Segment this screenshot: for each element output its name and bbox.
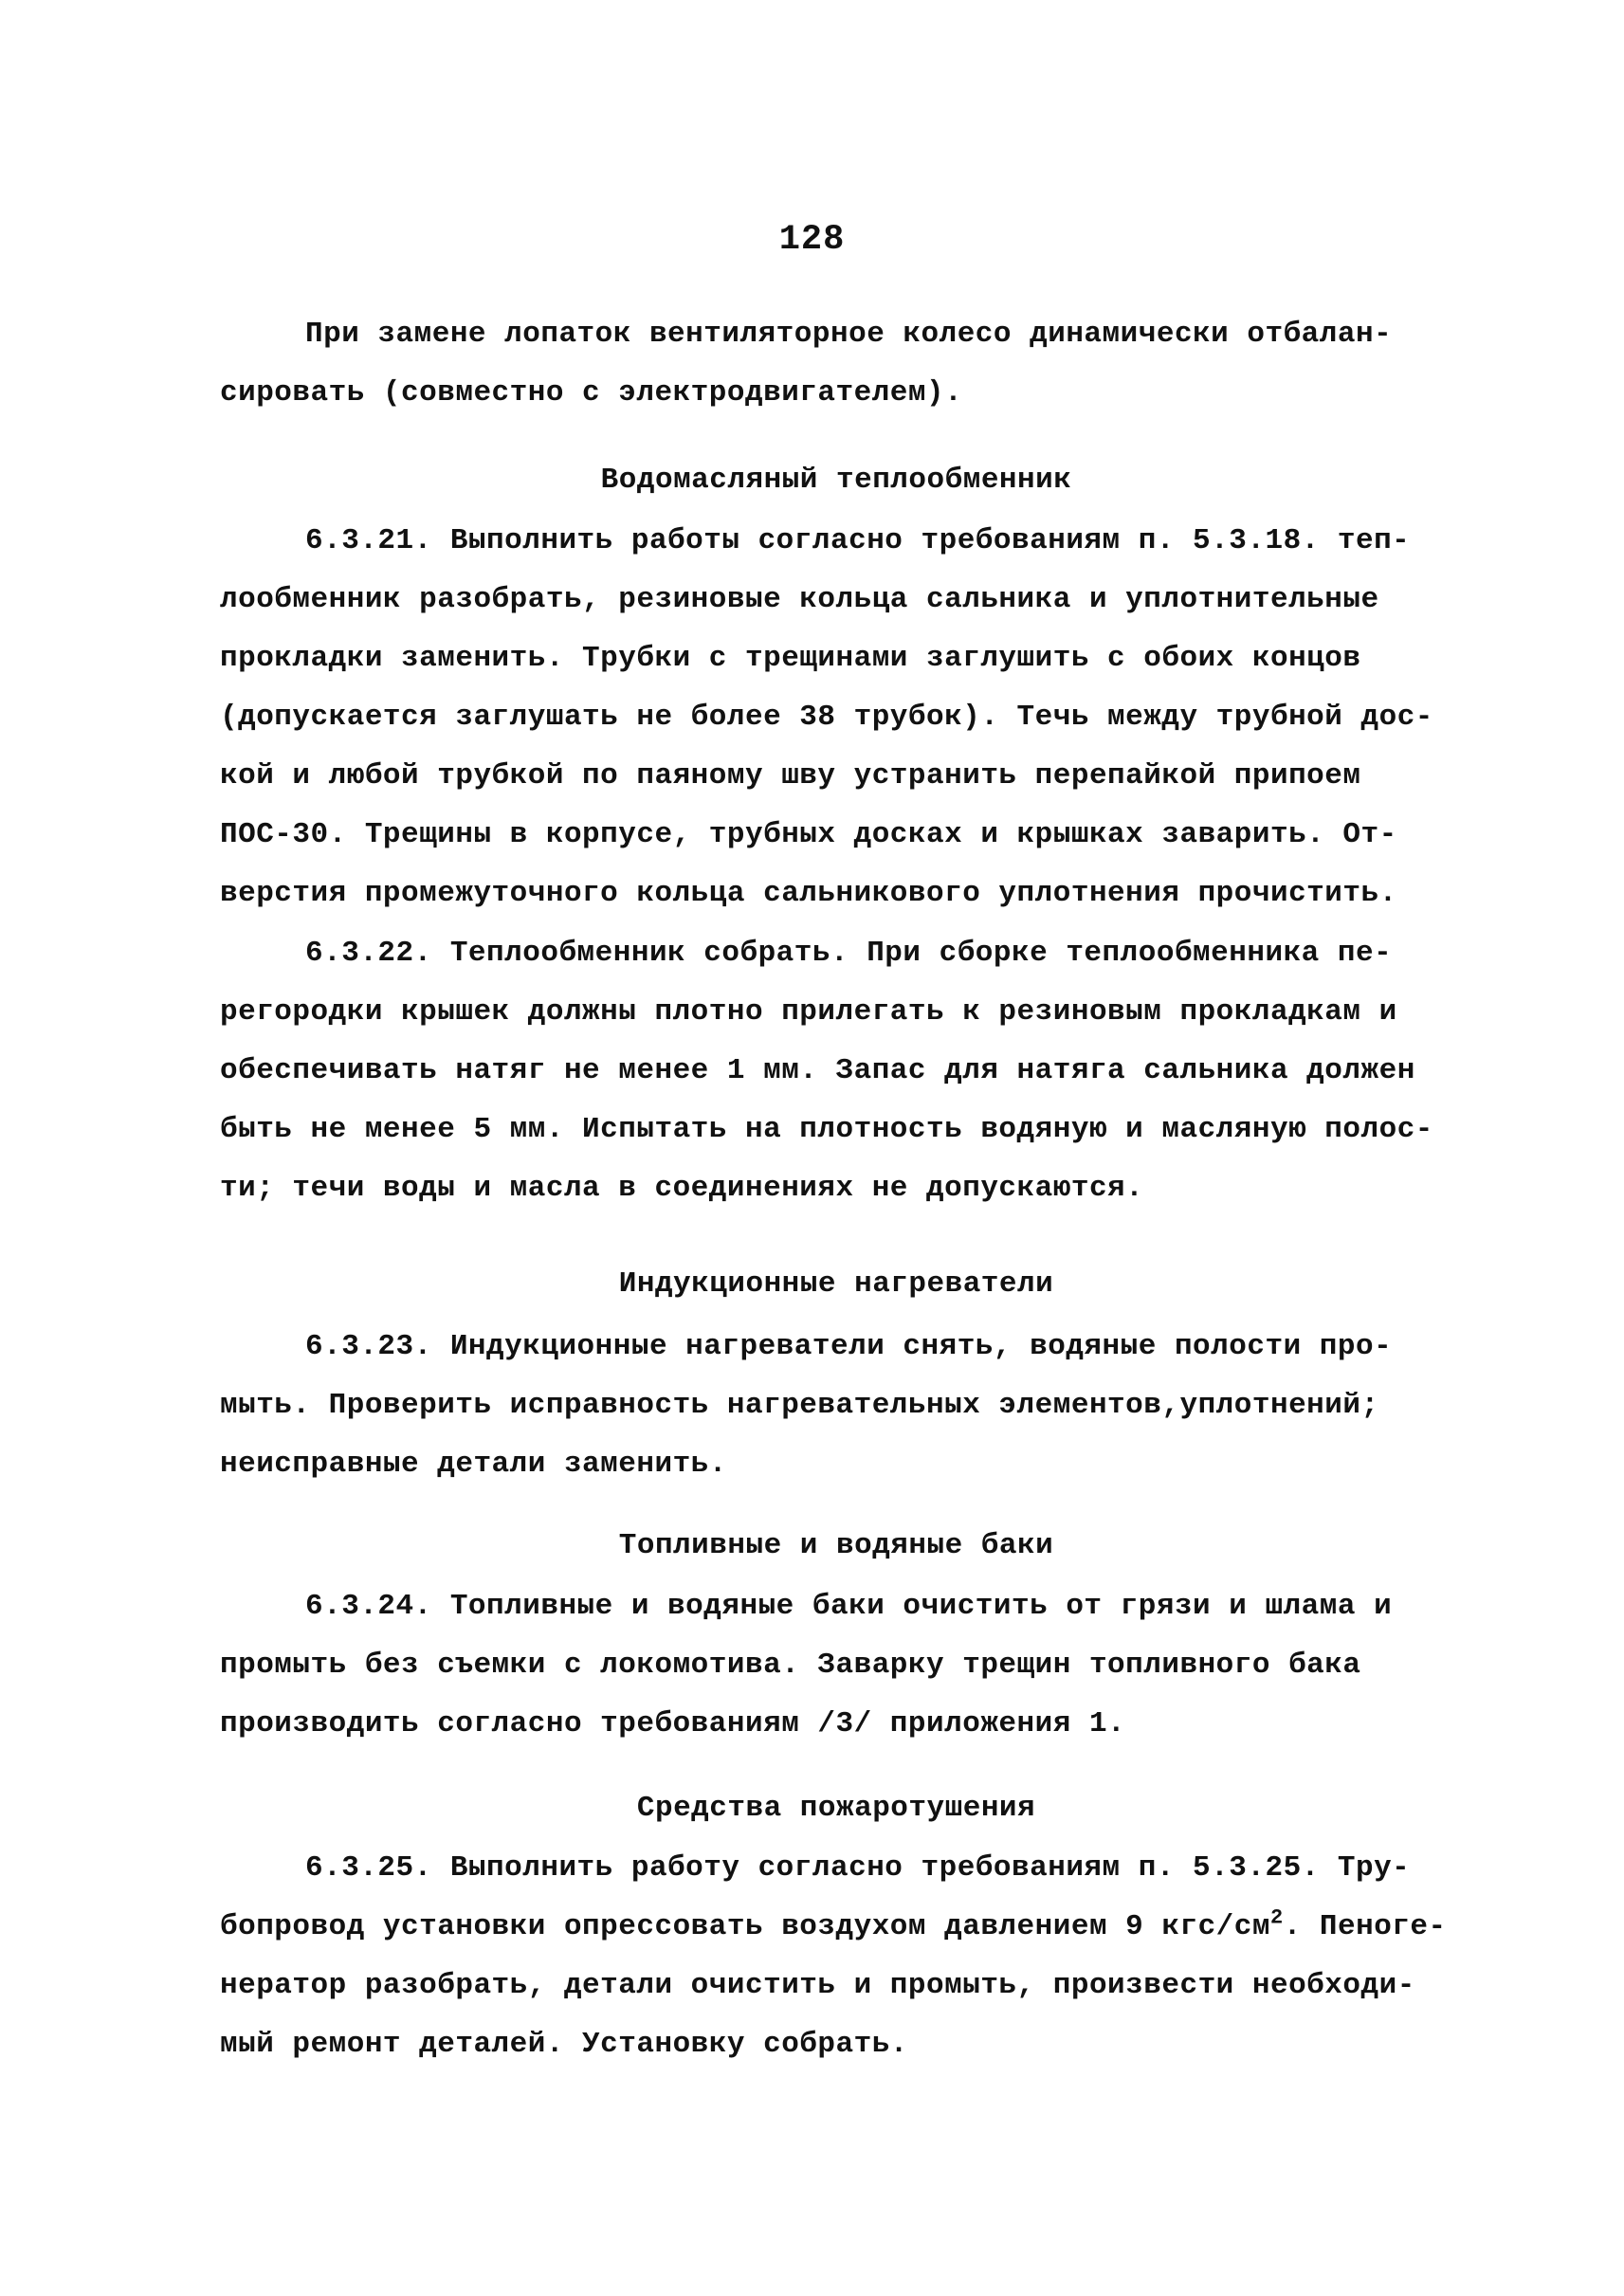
text-line: прокладки заменить. Трубки с трещинами заглушить с обоих концов (220, 642, 1361, 675)
text-line: 6.3.21. Выполнить работы согласно требованиям п. 5.3.18. теп- (305, 524, 1411, 557)
text-line: 6.3.23. Индукционные нагреватели снять, водяные полости про- (305, 1330, 1393, 1363)
text-line: промыть без съемки с локомотива. Заварку трещин топливного бака (220, 1649, 1361, 1682)
section-heading: Индукционные нагреватели (618, 1267, 1054, 1301)
text-line: кой и любой трубкой по паяному шву устранить перепайкой припоем (220, 759, 1361, 793)
paragraph-6-3-21 (220, 512, 1452, 923)
text-line: При замене лопаток вентиляторное колесо динамически отбалан- (305, 318, 1393, 351)
section-heading-induction-heaters-block (220, 1255, 1452, 1314)
text-line-with-superscript (220, 1898, 1452, 1957)
text-line: 6.3.24. Топливные и водяные баки очистить от грязи и шлама и (305, 1590, 1393, 1623)
text-line: неисправные детали заменить. (220, 1448, 727, 1481)
text-line: сировать (совместно с электродвигателем). (220, 376, 963, 410)
text-line: нератор разобрать, детали очистить и промыть, произвести необходи- (220, 1969, 1415, 2002)
text-line: мый ремонт деталей. Установку собрать. (220, 2028, 908, 2061)
section-heading: Средства пожаротушения (636, 1792, 1036, 1825)
text-line: мыть. Проверить исправность нагревательных элементов,уплотнений; (220, 1389, 1379, 1422)
text-line: ПОС-30. Трещины в корпусе, трубных досках и крышках заварить. От- (220, 818, 1397, 851)
text-line-part: бопровод установки опрессовать воздухом давлением 9 кгс/см (220, 1910, 1270, 1943)
section-heading-fire-extinguishing-block (220, 1779, 1452, 1838)
text-line: лообменник разобрать, резиновые кольца сальника и уплотнительные (220, 583, 1379, 616)
text-line: (допускается заглушать не более 38 трубок). Течь между трубной дос- (220, 701, 1433, 734)
paragraph-6-3-25 (220, 1839, 1452, 2074)
text-line: обеспечивать натяг не менее 1 мм. Запас для натяга сальника должен (220, 1054, 1415, 1087)
superscript-exponent: 2 (1269, 1905, 1284, 1930)
text-line: верстия промежуточного кольца сальникового уплотнения прочистить. (220, 877, 1397, 910)
page-number: 128 (778, 220, 846, 260)
text-line: ти; течи воды и масла в соединениях не допускаются. (220, 1172, 1144, 1205)
text-line: производить согласно требованиям /3/ приложения 1. (220, 1707, 1126, 1740)
text-line: быть не менее 5 мм. Испытать на плотность водяную и масляную полос- (220, 1113, 1433, 1146)
section-heading-heat-exchanger-block (220, 451, 1452, 510)
section-heading-tanks-block (220, 1517, 1452, 1576)
text-line-tail: . Пеноге- (1283, 1910, 1447, 1943)
paragraph-6-3-22 (220, 924, 1452, 1218)
paragraph-6-3-24 (220, 1577, 1452, 1754)
text-line: 6.3.22. Теплообменник собрать. При сборке теплообменника пе- (305, 937, 1393, 970)
section-heading: Топливные и водяные баки (618, 1529, 1054, 1562)
paragraph-fan-balancing (220, 305, 1452, 423)
text-line: 6.3.25. Выполнить работу согласно требованиям п. 5.3.25. Тру- (305, 1851, 1411, 1885)
paragraph-6-3-23 (220, 1318, 1452, 1494)
text-line: регородки крышек должны плотно прилегать к резиновым прокладкам и (220, 995, 1397, 1029)
section-heading: Водомасляный теплообменник (600, 464, 1072, 497)
